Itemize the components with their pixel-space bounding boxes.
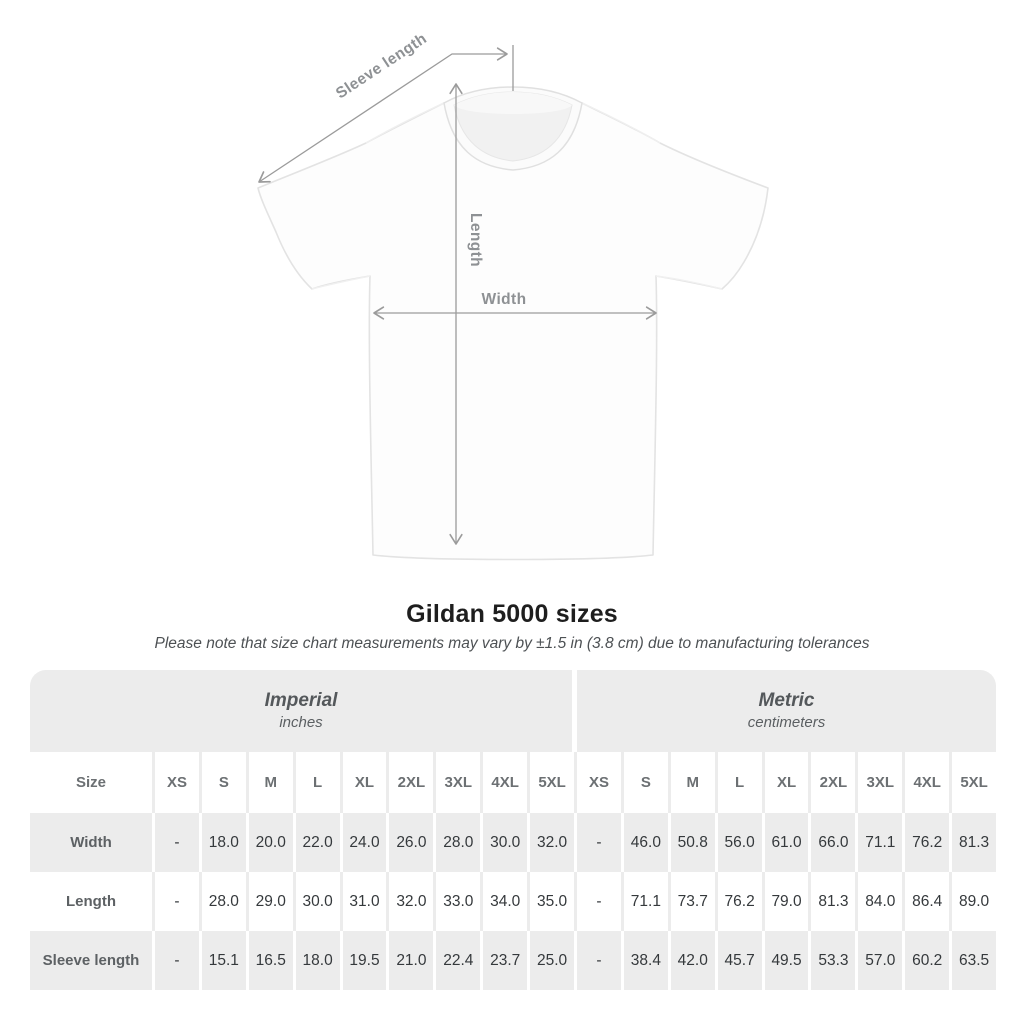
metric-unit: centimeters <box>747 714 826 732</box>
imperial-title: Imperial <box>264 690 338 712</box>
table-cell: 66.0 <box>808 813 855 872</box>
table-cell: 32.0 <box>386 872 433 931</box>
table-cell: 33.0 <box>433 872 480 931</box>
table-cell: 35.0 <box>527 872 574 931</box>
size-column-header: Size <box>75 774 106 791</box>
table-cell: - <box>152 872 199 931</box>
metric-header <box>577 670 996 752</box>
table-cell: 26.0 <box>386 813 433 872</box>
table-cell: 84.0 <box>855 872 902 931</box>
table-cell: 86.4 <box>902 872 949 931</box>
table-cell: 45.7 <box>715 931 762 990</box>
table-cell: 57.0 <box>855 931 902 990</box>
unit-header-band <box>30 670 996 752</box>
table-row <box>30 931 996 990</box>
table-cell: 25.0 <box>527 931 574 990</box>
table-cell: 5XL <box>527 752 574 813</box>
table-cell: XS <box>574 752 621 813</box>
table-cell: M <box>668 752 715 813</box>
table-cell: - <box>152 813 199 872</box>
table-cell: 3XL <box>855 752 902 813</box>
table-cell: 16.5 <box>246 931 293 990</box>
table-cell: - <box>574 931 621 990</box>
table-cell: L <box>715 752 762 813</box>
table-cell: 81.3 <box>808 872 855 931</box>
table-cell: 31.0 <box>340 872 387 931</box>
width-label: Width <box>481 291 527 308</box>
table-cell: 32.0 <box>527 813 574 872</box>
table-cell: 61.0 <box>762 813 809 872</box>
table-cell: 81.3 <box>949 813 996 872</box>
table-cell: 34.0 <box>480 872 527 931</box>
table-cell: 30.0 <box>293 872 340 931</box>
table-cell: 2XL <box>808 752 855 813</box>
table-cell: - <box>152 931 199 990</box>
table-cell: 19.5 <box>340 931 387 990</box>
table-cell: 53.3 <box>808 931 855 990</box>
table-cell: 29.0 <box>246 872 293 931</box>
table-cell: 22.4 <box>433 931 480 990</box>
row-label: Length <box>66 893 116 910</box>
table-cell: 56.0 <box>715 813 762 872</box>
table-cell: 76.2 <box>715 872 762 931</box>
imperial-header <box>30 670 572 752</box>
table-cell: 22.0 <box>293 813 340 872</box>
table-cell: 42.0 <box>668 931 715 990</box>
table-cell: 5XL <box>949 752 996 813</box>
table-cell: 38.4 <box>621 931 668 990</box>
table-cell: 28.0 <box>433 813 480 872</box>
size-table <box>30 670 996 990</box>
table-cell: XS <box>152 752 199 813</box>
page-title: Gildan 5000 sizes <box>406 600 618 628</box>
table-cell: 73.7 <box>668 872 715 931</box>
table-cell: 49.5 <box>762 931 809 990</box>
table-cell: 18.0 <box>293 931 340 990</box>
table-cell: XL <box>762 752 809 813</box>
table-cell: - <box>574 872 621 931</box>
table-cell: 28.0 <box>199 872 246 931</box>
table-cell: L <box>293 752 340 813</box>
table-cell: XL <box>340 752 387 813</box>
table-cell: 24.0 <box>340 813 387 872</box>
table-row <box>30 872 996 931</box>
length-label: Length <box>467 212 484 268</box>
table-cell: 2XL <box>386 752 433 813</box>
table-cell: 23.7 <box>480 931 527 990</box>
table-cell: 4XL <box>480 752 527 813</box>
table-cell: 60.2 <box>902 931 949 990</box>
table-cell: 76.2 <box>902 813 949 872</box>
imperial-unit: inches <box>279 714 323 732</box>
table-cell: 63.5 <box>949 931 996 990</box>
table-cell: 18.0 <box>199 813 246 872</box>
table-row <box>30 813 996 872</box>
sleeve-length-label: Sleeve length <box>332 30 431 103</box>
table-row <box>30 752 996 813</box>
tshirt-illustration <box>258 87 768 560</box>
row-label: Sleeve length <box>42 952 140 969</box>
table-cell: 3XL <box>433 752 480 813</box>
row-label: Width <box>70 834 112 851</box>
table-cell: 71.1 <box>855 813 902 872</box>
table-cell: 15.1 <box>199 931 246 990</box>
table-cell: 46.0 <box>621 813 668 872</box>
table-cell: 50.8 <box>668 813 715 872</box>
table-cell: M <box>246 752 293 813</box>
table-cell: 71.1 <box>621 872 668 931</box>
tolerance-note: Please note that size chart measurements may vary by ±1.5 in (3.8 cm) due to manufacturing tolerances <box>154 635 870 652</box>
table-cell: 21.0 <box>386 931 433 990</box>
metric-title: Metric <box>758 690 815 712</box>
size-table-rows <box>30 752 996 990</box>
table-cell: 4XL <box>902 752 949 813</box>
table-cell: S <box>199 752 246 813</box>
table-cell: - <box>574 813 621 872</box>
table-cell: 89.0 <box>949 872 996 931</box>
table-cell: S <box>621 752 668 813</box>
table-cell: 79.0 <box>762 872 809 931</box>
table-cell: 20.0 <box>246 813 293 872</box>
table-cell: 30.0 <box>480 813 527 872</box>
